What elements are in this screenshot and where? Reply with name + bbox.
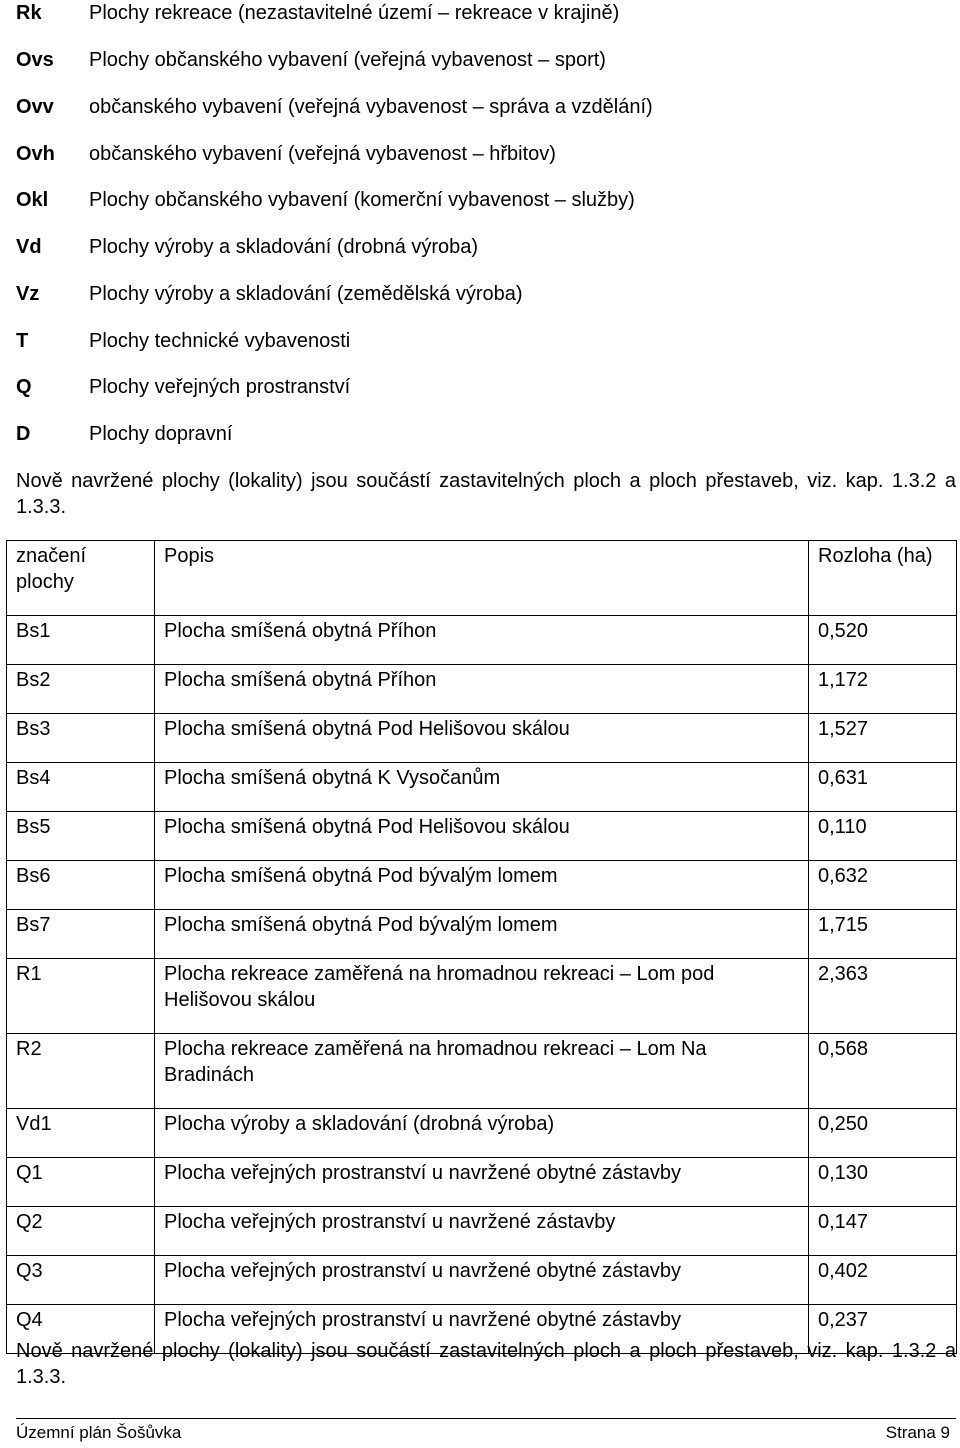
cell-description: Plocha veřejných prostranství u navržené obytné zástavby	[155, 1256, 809, 1305]
cell-code: Vd1	[7, 1109, 155, 1158]
cell-code: Bs3	[7, 714, 155, 763]
legend-description: občanského vybavení (veřejná vybavenost – správa a vzdělání)	[89, 96, 653, 118]
legend-code: D	[16, 423, 31, 445]
footer-page-number: Strana 9	[885, 1423, 950, 1442]
table-row	[7, 812, 957, 861]
cell-area: 0,130	[809, 1158, 957, 1207]
legend-row	[0, 283, 960, 323]
legend-row	[0, 236, 960, 276]
cell-code: R1	[7, 959, 155, 1034]
cell-area: 2,363	[809, 959, 957, 1034]
legend-row	[0, 330, 960, 370]
legend-description: Plochy veřejných prostranství	[89, 376, 351, 398]
legend-row	[0, 143, 960, 183]
cell-area: 0,520	[809, 616, 957, 665]
cell-code: Bs7	[7, 910, 155, 959]
table-row	[7, 959, 957, 1034]
footer-divider	[16, 1418, 956, 1419]
cell-code: Bs2	[7, 665, 155, 714]
legend-code: Ovv	[16, 96, 54, 118]
legend-row	[0, 189, 960, 229]
legend-code: Ovh	[16, 143, 55, 165]
cell-description: Plocha smíšená obytná Pod bývalým lomem	[155, 910, 809, 959]
cell-code: Bs4	[7, 763, 155, 812]
table-row	[7, 1256, 957, 1305]
legend-description: Plochy rekreace (nezastavitelné území – rekreace v krajině)	[89, 2, 620, 24]
cell-area: 0,632	[809, 861, 957, 910]
cell-code: Bs6	[7, 861, 155, 910]
legend-description: Plochy občanského vybavení (veřejná vybavenost – sport)	[89, 49, 606, 71]
table-row	[7, 665, 957, 714]
note-paragraph: Nově navržené plochy (lokality) jsou součástí zastavitelných ploch a ploch přestaveb, viz. kap. 1.3.2 a 1.3.3.	[16, 470, 956, 518]
cell-description: Plocha smíšená obytná Pod Helišovou skálou	[155, 714, 809, 763]
cell-description: Plocha veřejných prostranství u navržené zástavby	[155, 1207, 809, 1256]
cell-description: Plocha smíšená obytná Pod Helišovou skálou	[155, 812, 809, 861]
cell-description: Plocha smíšená obytná Pod bývalým lomem	[155, 861, 809, 910]
table-row	[7, 616, 957, 665]
legend-description: Plochy výroby a skladování (zemědělská výroba)	[89, 283, 523, 305]
cell-area: 0,147	[809, 1207, 957, 1256]
cell-description: Plocha veřejných prostranství u navržené obytné zástavby	[155, 1305, 809, 1354]
table-row	[7, 1207, 957, 1256]
legend-row	[0, 2, 960, 42]
cell-description: Plocha rekreace zaměřená na hromadnou rekreaci – Lom pod Helišovou skálou	[155, 959, 809, 1034]
table-row	[7, 714, 957, 763]
legend-code: Q	[16, 376, 32, 398]
legend-row	[0, 376, 960, 416]
legend-description: Plochy dopravní	[89, 423, 233, 445]
legend-description: Plochy technické vybavenosti	[89, 330, 351, 352]
table-row	[7, 910, 957, 959]
table-row	[7, 763, 957, 812]
cell-area: 0,110	[809, 812, 957, 861]
cell-description: Plocha smíšená obytná Příhon	[155, 665, 809, 714]
legend-row	[0, 96, 960, 136]
cell-description: Plocha výroby a skladování (drobná výroba)	[155, 1109, 809, 1158]
cell-area: 1,527	[809, 714, 957, 763]
cell-area: 1,715	[809, 910, 957, 959]
cell-area: 1,172	[809, 665, 957, 714]
legend-code: Ovs	[16, 49, 54, 71]
legend-code: Rk	[16, 2, 42, 24]
cell-code: R2	[7, 1034, 155, 1109]
table-row	[7, 1158, 957, 1207]
table-row	[7, 861, 957, 910]
legend-row	[0, 49, 960, 89]
cell-area: 0,237	[809, 1305, 957, 1354]
legend-description: občanského vybavení (veřejná vybavenost – hřbitov)	[89, 143, 556, 165]
legend-description: Plochy občanského vybavení (komerční vybavenost – služby)	[89, 189, 635, 211]
cell-code: Q1	[7, 1158, 155, 1207]
cell-code: Q4	[7, 1305, 155, 1354]
cell-description: Plocha rekreace zaměřená na hromadnou rekreaci – Lom Na Bradinách	[155, 1034, 809, 1109]
areas-table	[6, 540, 957, 1354]
table-header-row	[7, 541, 957, 616]
note-paragraph-repeat: Nově navržené plochy (lokality) jsou součástí zastavitelných ploch a ploch přestaveb, viz. kap. 1.3.2 a 1.3.3.	[16, 1340, 956, 1388]
cell-area: 0,631	[809, 763, 957, 812]
legend-description: Plochy výroby a skladování (drobná výroba)	[89, 236, 479, 258]
header-area: Rozloha (ha)	[809, 541, 957, 616]
cell-code: Q3	[7, 1256, 155, 1305]
cell-code: Bs5	[7, 812, 155, 861]
cell-area: 0,568	[809, 1034, 957, 1109]
cell-description: Plocha veřejných prostranství u navržené obytné zástavby	[155, 1158, 809, 1207]
cell-description: Plocha smíšená obytná K Vysočanům	[155, 763, 809, 812]
cell-description: Plocha smíšená obytná Příhon	[155, 616, 809, 665]
cell-code: Bs1	[7, 616, 155, 665]
legend-row	[0, 423, 960, 463]
table-row	[7, 1109, 957, 1158]
cell-area: 0,250	[809, 1109, 957, 1158]
legend-code: Vd	[16, 236, 42, 258]
cell-code: Q2	[7, 1207, 155, 1256]
legend-code: Vz	[16, 283, 40, 305]
header-description: Popis	[155, 541, 809, 616]
table-row	[7, 1034, 957, 1109]
header-marking: značení plochy	[7, 541, 155, 616]
footer-document-title: Územní plán Šošůvka	[16, 1423, 182, 1442]
cell-area: 0,402	[809, 1256, 957, 1305]
legend-code: T	[16, 330, 29, 352]
legend-code: Okl	[16, 189, 49, 211]
